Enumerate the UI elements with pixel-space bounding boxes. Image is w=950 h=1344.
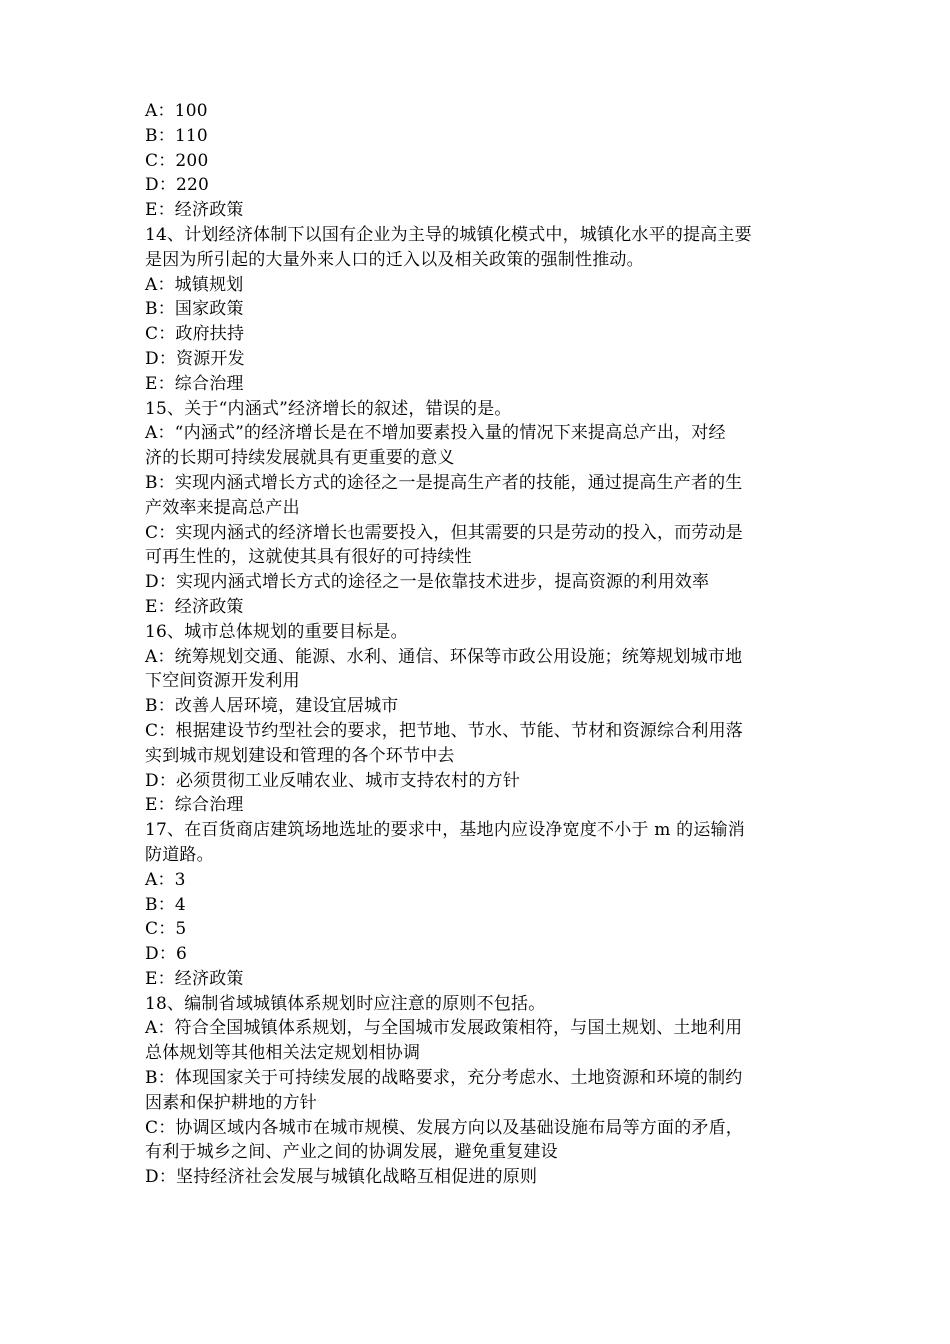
- option-line: A：100: [145, 101, 208, 121]
- option-line: 产效率来提高总产出: [145, 497, 300, 518]
- option-line: 因素和保护耕地的方针: [145, 1092, 317, 1113]
- document-page: [145, 99, 810, 1190]
- question-16-line: 16、城市总体规划的重要目标是。: [145, 621, 408, 642]
- option-line: C：政府扶持: [145, 324, 245, 345]
- option-line: 实到城市规划建设和管理的各个环节中去: [145, 745, 455, 766]
- option-line: A：3: [145, 869, 186, 890]
- question-18-line: 18、编制省域城镇体系规划时应注意的原则不包括。: [145, 993, 546, 1014]
- option-line: B：体现国家关于可持续发展的战略要求，充分考虑水、土地资源和环境的制约: [145, 1068, 743, 1089]
- option-line: 有利于城乡之间、产业之间的协调发展，避免重复建设: [145, 1142, 558, 1163]
- option-line: B：4: [145, 894, 186, 915]
- question-17-line: 防道路。: [145, 844, 214, 865]
- option-line: 可再生性的，这就使其具有很好的可持续性: [145, 547, 472, 568]
- option-line: C：协调区域内各城市在城市规模、发展方向以及基础设施布局等方面的矛盾，: [145, 1117, 744, 1138]
- option-line: E：综合治理: [145, 795, 244, 816]
- option-line: C：5: [145, 919, 187, 940]
- option-line: E：综合治理: [145, 373, 244, 394]
- option-line: E：经济政策: [145, 200, 244, 221]
- option-line: D：坚持经济社会发展与城镇化战略互相促进的原则: [145, 1167, 538, 1188]
- option-line: B：改善人居环境，建设宜居城市: [145, 696, 399, 717]
- option-line: 济的长期可持续发展就具有更重要的意义: [145, 448, 455, 469]
- option-line: B：实现内涵式增长方式的途径之一是提高生产者的技能，通过提高生产者的生: [145, 472, 743, 493]
- question-14-line: 是因为所引起的大量外来人口的迁入以及相关政策的强制性推动。: [145, 249, 644, 270]
- option-line: E：经济政策: [145, 596, 244, 617]
- option-line: A：统筹规划交通、能源、水利、通信、环保等市政公用设施；统筹规划城市地: [145, 646, 743, 667]
- option-line: B：国家政策: [145, 299, 244, 320]
- question-14-line: 14、计划经济体制下以国有企业为主导的城镇化模式中，城镇化水平的提高主要: [145, 224, 752, 245]
- option-line: A：城镇规划: [145, 274, 244, 295]
- option-line: D：实现内涵式增长方式的途径之一是依靠技术进步，提高资源的利用效率: [145, 572, 710, 593]
- question-15-line: 15、关于“内涵式”经济增长的叙述，错误的是。: [145, 398, 512, 419]
- option-line: D：6: [145, 944, 188, 965]
- option-line: 下空间资源开发利用: [145, 671, 300, 692]
- option-line: C：根据建设节约型社会的要求，把节地、节水、节能、节材和资源综合利用落: [145, 720, 744, 741]
- option-line: C：200: [145, 150, 209, 171]
- option-line: D：必须贯彻工业反哺农业、城市支持农村的方针: [145, 770, 521, 791]
- option-line: B：110: [145, 125, 208, 146]
- option-line: D：220: [145, 175, 210, 196]
- option-line: 总体规划等其他相关法定规划相协调: [145, 1043, 421, 1064]
- question-17-line: 17、在百货商店建筑场地选址的要求中，基地内应设净宽度不小于 m 的运输消: [145, 820, 745, 841]
- option-line: A：“内涵式”的经济增长是在不增加要素投入量的情况下来提高总产出，对经: [145, 423, 726, 444]
- option-line: A：符合全国城镇体系规划，与全国城市发展政策相符，与国土规划、土地利用: [145, 1018, 743, 1039]
- option-line: C：实现内涵式的经济增长也需要投入，但其需要的只是劳动的投入，而劳动是: [145, 522, 744, 543]
- option-line: D：资源开发: [145, 348, 245, 369]
- option-line: E：经济政策: [145, 968, 244, 989]
